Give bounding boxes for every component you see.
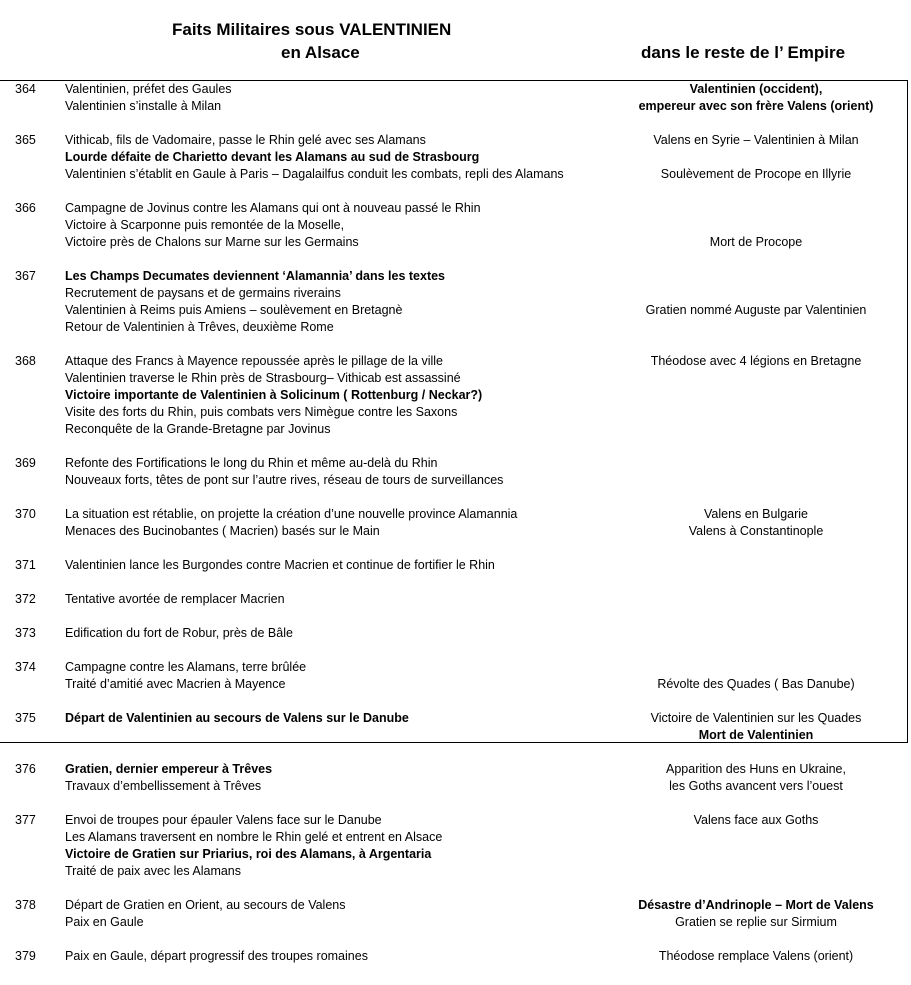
empire-events <box>600 268 911 319</box>
year-label: 370 <box>15 507 36 521</box>
empire-events <box>600 761 911 795</box>
empire-events <box>600 132 911 183</box>
empire-event-line: Révolte des Quades ( Bas Danube) <box>657 677 855 691</box>
alsace-events <box>65 761 625 795</box>
alsace-event-line: La situation est rétablie, on projette la création d’une nouvelle province Alamannia <box>65 507 518 521</box>
empire-events <box>600 812 911 829</box>
year-label: 371 <box>15 558 36 572</box>
empire-events <box>600 710 911 744</box>
alsace-event-line: Lourde défaite de Charietto devant les Alamans au sud de Strasbourg <box>65 150 480 164</box>
empire-event-line: Désastre d’Andrinople – Mort de Valens <box>638 898 874 912</box>
alsace-events <box>65 812 625 880</box>
title-right: dans le reste de l’ Empire <box>641 43 846 62</box>
alsace-event-line: Victoire importante de Valentinien à Solicinum ( Rottenburg / Neckar?) <box>65 388 483 402</box>
year-label: 366 <box>15 201 36 215</box>
empire-event-line <box>600 217 911 234</box>
year-label: 364 <box>15 82 36 96</box>
alsace-events <box>65 625 625 642</box>
year-label: 377 <box>15 813 36 827</box>
empire-events <box>600 948 911 965</box>
empire-events <box>600 659 911 693</box>
alsace-event-line: Paix en Gaule <box>65 915 144 929</box>
alsace-event-line: Tentative avortée de remplacer Macrien <box>65 592 285 606</box>
empire-event-line <box>600 149 911 166</box>
alsace-events <box>65 897 625 931</box>
year-label: 373 <box>15 626 36 640</box>
empire-event-line: empereur avec son frère Valens (orient) <box>638 99 874 113</box>
alsace-event-line: Valentinien lance les Burgondes contre Macrien et continue de fortifier le Rhin <box>65 558 495 572</box>
alsace-event-line: Refonte des Fortifications le long du Rhin et même au-delà du Rhin <box>65 456 438 470</box>
alsace-event-line: Paix en Gaule, départ progressif des troupes romaines <box>65 949 368 963</box>
empire-events <box>600 81 911 115</box>
empire-event-line: les Goths avancent vers l’ouest <box>669 779 843 793</box>
alsace-event-line: Les Alamans traversent en nombre le Rhin gelé et entrent en Alsace <box>65 830 443 844</box>
empire-event-line <box>600 200 911 217</box>
empire-events <box>600 353 911 370</box>
alsace-event-line: Retour de Valentinien à Trêves, deuxième Rome <box>65 320 334 334</box>
alsace-event-line: Reconquête de la Grande-Bretagne par Jovinus <box>65 422 331 436</box>
empire-event-line: Gratien se replie sur Sirmium <box>675 915 837 929</box>
alsace-events <box>65 81 625 115</box>
alsace-events <box>65 268 625 336</box>
alsace-events <box>65 455 625 489</box>
year-label: 369 <box>15 456 36 470</box>
year-label: 368 <box>15 354 36 368</box>
alsace-event-line: Traité d’amitié avec Macrien à Mayence <box>65 677 286 691</box>
empire-event-line: Mort de Valentinien <box>698 728 814 742</box>
empire-event-line: Valens à Constantinople <box>688 524 824 538</box>
alsace-event-line: Menaces des Bucinobantes ( Macrien) basés sur le Main <box>65 524 380 538</box>
alsace-event-line: Gratien, dernier empereur à Trêves <box>65 762 273 776</box>
alsace-events <box>65 591 625 608</box>
alsace-event-line: Travaux d’embellissement à Trêves <box>65 779 262 793</box>
alsace-event-line: Envoi de troupes pour épauler Valens face sur le Danube <box>65 813 382 827</box>
empire-event-line: Valentinien (occident), <box>689 82 823 96</box>
alsace-events <box>65 659 625 693</box>
year-label: 378 <box>15 898 36 912</box>
alsace-event-line: Edification du fort de Robur, près de Bâle <box>65 626 293 640</box>
alsace-events <box>65 710 625 727</box>
empire-event-line: Théodose remplace Valens (orient) <box>658 949 854 963</box>
title-line-1: Faits Militaires sous VALENTINIEN <box>172 20 452 39</box>
alsace-event-line: Campagne contre les Alamans, terre brûlée <box>65 660 307 674</box>
empire-event-line: Apparition des Huns en Ukraine, <box>666 762 846 776</box>
alsace-event-line: Valentinien, préfet des Gaules <box>65 82 232 96</box>
alsace-event-line: Valentinien traverse le Rhin près de Strasbourg– Vithicab est assassiné <box>65 371 461 385</box>
year-label: 372 <box>15 592 36 606</box>
alsace-events <box>65 557 625 574</box>
alsace-event-line: Départ de Valentinien au secours de Valens sur le Danube <box>65 711 409 725</box>
empire-events <box>600 200 911 251</box>
alsace-event-line: Recrutement de paysans et de germains riverains <box>65 286 341 300</box>
alsace-event-line: Les Champs Decumates deviennent ‘Alamannia’ dans les textes <box>65 269 446 283</box>
title-line-2: en Alsace <box>281 43 360 62</box>
empire-event-line: Valens face aux Goths <box>693 813 819 827</box>
alsace-events <box>65 132 625 183</box>
alsace-event-line: Vithicab, fils de Vadomaire, passe le Rhin gelé avec ses Alamans <box>65 133 426 147</box>
year-label: 367 <box>15 269 36 283</box>
alsace-event-line: Victoire près de Chalons sur Marne sur les Germains <box>65 235 359 249</box>
alsace-event-line: Nouveaux forts, têtes de pont sur l’autre rives, réseau de tours de surveillances <box>65 473 504 487</box>
empire-event-line: Gratien nommé Auguste par Valentinien <box>645 303 867 317</box>
year-label: 375 <box>15 711 36 725</box>
empire-events <box>600 897 911 931</box>
alsace-event-line: Victoire à Scarponne puis remontée de la Moselle, <box>65 218 345 232</box>
alsace-event-line: Campagne de Jovinus contre les Alamans qui ont à nouveau passé le Rhin <box>65 201 481 215</box>
empire-event-line: Soulèvement de Procope en Illyrie <box>660 167 852 181</box>
alsace-event-line: Valentinien à Reims puis Amiens – soulèvement en Bretagnè <box>65 303 403 317</box>
alsace-event-line: Valentinien s’installe à Milan <box>65 99 222 113</box>
empire-event-line: Victoire de Valentinien sur les Quades <box>650 711 862 725</box>
year-label: 376 <box>15 762 36 776</box>
alsace-event-line: Traité de paix avec les Alamans <box>65 864 242 878</box>
alsace-event-line: Visite des forts du Rhin, puis combats vers Nimègue contre les Saxons <box>65 405 458 419</box>
empire-event-line: Théodose avec 4 légions en Bretagne <box>650 354 862 368</box>
alsace-events <box>65 200 625 251</box>
year-label: 374 <box>15 660 36 674</box>
empire-event-line <box>600 285 911 302</box>
alsace-events <box>65 353 625 438</box>
empire-events <box>600 506 911 540</box>
empire-event-line: Valens en Syrie – Valentinien à Milan <box>653 133 859 147</box>
alsace-events <box>65 506 625 540</box>
year-label: 365 <box>15 133 36 147</box>
empire-event-line <box>600 268 911 285</box>
empire-event-line: Valens en Bulgarie <box>703 507 808 521</box>
alsace-event-line: Valentinien s’établit en Gaule à Paris – Dagalailfus conduit les combats, repli des Alamans <box>65 167 564 181</box>
alsace-events <box>65 948 625 965</box>
alsace-event-line: Victoire de Gratien sur Priarius, roi des Alamans, à Argentaria <box>65 847 432 861</box>
empire-event-line: Mort de Procope <box>709 235 803 249</box>
year-label: 379 <box>15 949 36 963</box>
alsace-event-line: Attaque des Francs à Mayence repoussée après le pillage de la ville <box>65 354 443 368</box>
empire-event-line <box>600 659 911 676</box>
alsace-event-line: Départ de Gratien en Orient, au secours de Valens <box>65 898 346 912</box>
